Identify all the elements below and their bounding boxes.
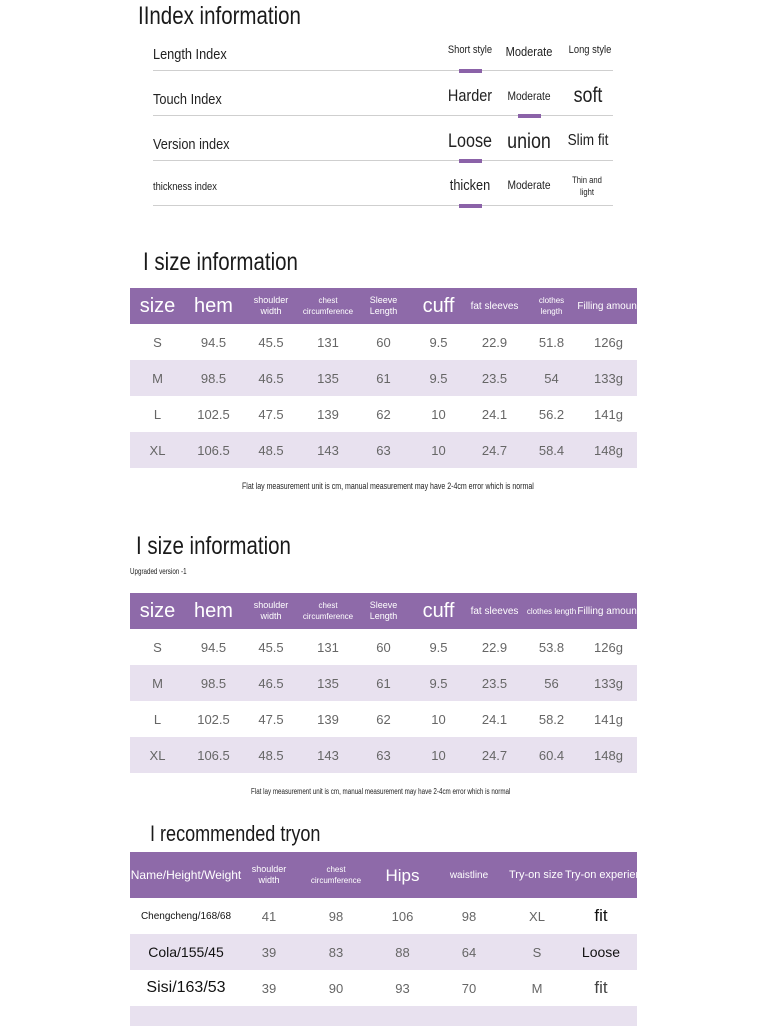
table-row-partial <box>130 1006 637 1026</box>
table-cell: 88 <box>395 944 410 960</box>
table-cell: 24.7 <box>481 747 508 763</box>
table-cell: 106.5 <box>197 442 230 458</box>
table-cell: 102.5 <box>197 711 230 727</box>
table-cell: XL <box>529 908 545 924</box>
table-cell: fit <box>594 978 608 997</box>
table-cell: L <box>153 711 162 727</box>
table-cell: 98 <box>461 908 477 924</box>
table-cell: 56.2 <box>538 406 565 422</box>
table-cell: 94.5 <box>200 334 227 350</box>
index-row-label: Length Index <box>153 46 227 63</box>
table-row <box>130 432 637 468</box>
size-table-header <box>130 288 640 324</box>
table-cell: 148g <box>594 747 623 763</box>
table-cell: S <box>153 639 162 655</box>
table-cell: fit <box>594 906 608 925</box>
table-cell: 45.5 <box>258 334 284 350</box>
table-cell: 23.5 <box>481 370 508 386</box>
table-cell: 56 <box>544 675 559 691</box>
table-cell: 46.5 <box>258 370 284 386</box>
table-cell: 9.5 <box>429 334 448 350</box>
header-cell: shoulder width <box>253 295 289 316</box>
header-cell: hem <box>194 295 233 317</box>
index-selected-marker <box>518 114 541 118</box>
table-cell: 23.5 <box>481 675 508 691</box>
index-row-label: Touch Index <box>153 91 222 108</box>
header-cell: cuff <box>422 295 455 317</box>
table-cell: 135 <box>317 675 339 691</box>
index-option: Harder <box>447 86 493 105</box>
header-cell: Filling amount <box>577 605 640 617</box>
table-cell: 98 <box>328 908 344 924</box>
tryon-table <box>130 852 654 1026</box>
table-cell: 9.5 <box>429 639 448 655</box>
table-row <box>130 396 637 432</box>
table-row <box>130 629 637 665</box>
table-cell: 60 <box>376 639 391 655</box>
table-cell: L <box>153 406 162 422</box>
header-cell: Filling amount <box>577 300 640 312</box>
table-cell: 93 <box>395 980 410 996</box>
header-cell: hem <box>194 600 233 622</box>
table-cell: 54 <box>544 370 559 386</box>
size-section-title: I size information <box>136 532 291 560</box>
table-cell: 47.5 <box>258 406 284 422</box>
table-cell: M <box>531 980 543 996</box>
table-cell: 62 <box>376 711 391 727</box>
table-cell: 39 <box>261 980 277 996</box>
table-cell: 139 <box>317 711 339 727</box>
table-row <box>130 898 637 934</box>
table-cell: 46.5 <box>258 675 284 691</box>
table-row <box>130 324 637 360</box>
table-cell: XL <box>149 442 166 458</box>
table-cell: 135 <box>317 370 339 386</box>
index-divider <box>153 205 613 206</box>
table-cell: XL <box>149 747 166 763</box>
table-cell: Cola/155/45 <box>148 944 224 960</box>
table-cell: 61 <box>376 675 391 691</box>
table-cell: M <box>152 370 163 386</box>
table-row <box>130 970 637 1006</box>
index-divider <box>153 160 613 161</box>
index-option: Short style <box>447 44 493 56</box>
table-cell: 51.8 <box>538 334 565 350</box>
table-row <box>130 360 637 396</box>
table-cell: 106 <box>391 908 414 924</box>
index-selected-marker <box>459 159 482 163</box>
table-cell: 133g <box>594 675 623 691</box>
table-cell: 143 <box>317 442 339 458</box>
table-cell: 126g <box>594 639 623 655</box>
table-cell: 98.5 <box>200 370 227 386</box>
header-cell: chest circumference <box>310 865 362 885</box>
index-row-touch <box>153 83 615 127</box>
header-cell: Try-on experience <box>565 868 654 881</box>
table-cell: Loose <box>581 944 621 960</box>
table-cell: 58.4 <box>538 442 565 458</box>
size-table <box>130 593 640 773</box>
table-cell: 24.1 <box>481 406 508 422</box>
index-section-title: IIndex information <box>138 2 301 30</box>
table-cell: 126g <box>594 334 623 350</box>
table-cell: 139 <box>317 406 339 422</box>
table-cell: 106.5 <box>197 747 230 763</box>
table-cell: Sisi/163/53 <box>146 979 226 996</box>
table-cell: 98.5 <box>200 675 227 691</box>
measurement-note: Flat lay measurement unit is cm, manual measurement may have 2-4cm error which is normal <box>251 787 511 796</box>
table-cell: Chengcheng/168/68 <box>140 910 232 922</box>
index-selected-marker <box>459 69 482 73</box>
index-option: soft <box>573 84 603 107</box>
table-cell: S <box>532 944 542 960</box>
tryon-table-header <box>130 852 654 898</box>
table-cell: 90 <box>328 980 344 996</box>
index-row-label: Version index <box>153 136 230 153</box>
tryon-section-title: I recommended tryon <box>150 821 321 846</box>
index-divider <box>153 115 613 116</box>
header-cell: fat sleeves <box>470 300 519 312</box>
header-cell: Sleeve Length <box>369 600 398 621</box>
header-cell: clothes length <box>538 296 565 316</box>
table-cell: 41 <box>261 908 277 924</box>
header-cell: Name/Height/Weight <box>130 867 242 882</box>
table-cell: 60 <box>376 334 391 350</box>
table-cell: 70 <box>461 980 477 996</box>
index-selected-marker <box>459 204 482 208</box>
index-row-label: thickness index <box>153 181 217 193</box>
header-cell: chest circumference <box>302 601 354 621</box>
index-option: Moderate <box>505 44 553 59</box>
header-cell: chest circumference <box>302 296 354 316</box>
header-cell: Hips <box>385 865 420 885</box>
table-row <box>130 737 637 773</box>
table-cell: 45.5 <box>258 639 284 655</box>
table-cell: M <box>152 675 163 691</box>
table-cell: 63 <box>376 747 391 763</box>
table-cell: 10 <box>431 442 446 458</box>
index-row-version <box>153 128 615 172</box>
table-cell: 94.5 <box>200 639 227 655</box>
table-cell: 131 <box>317 334 339 350</box>
table-cell: 58.2 <box>538 711 565 727</box>
measurement-note: Flat lay measurement unit is cm, manual measurement may have 2-4cm error which is normal <box>242 481 534 491</box>
table-cell: 47.5 <box>258 711 284 727</box>
index-option: Moderate <box>507 178 551 192</box>
table-cell: 102.5 <box>197 406 230 422</box>
table-cell: 39 <box>261 944 277 960</box>
index-option: thicken <box>449 177 491 194</box>
size-table-header <box>130 593 640 629</box>
table-cell: 83 <box>328 944 344 960</box>
index-option: Slim fit <box>567 132 609 149</box>
table-cell: 62 <box>376 406 391 422</box>
table-row <box>130 665 637 701</box>
table-cell: 48.5 <box>258 747 284 763</box>
table-cell: 10 <box>431 747 446 763</box>
index-divider <box>153 70 613 71</box>
table-cell: 53.8 <box>538 639 565 655</box>
table-cell: 141g <box>594 406 623 422</box>
header-cell: cuff <box>422 600 455 622</box>
header-cell: clothes length <box>526 606 577 616</box>
header-cell: size <box>139 600 176 622</box>
header-cell: size <box>139 295 176 317</box>
header-cell: shoulder width <box>251 864 287 885</box>
table-cell: 133g <box>594 370 623 386</box>
index-option: Moderate <box>507 89 551 103</box>
index-option: Long style <box>568 44 612 56</box>
table-cell: 9.5 <box>429 370 448 386</box>
index-option: Loose <box>447 131 493 152</box>
table-cell: 24.1 <box>481 711 508 727</box>
table-cell: 24.7 <box>481 442 508 458</box>
table-cell: 22.9 <box>481 334 508 350</box>
table-row <box>130 934 637 970</box>
index-option: union <box>507 130 551 153</box>
header-cell: waistline <box>449 869 489 881</box>
index-row-length <box>153 38 615 82</box>
index-option: Thin and light <box>572 175 602 197</box>
table-cell: 64 <box>461 944 477 960</box>
version-subtitle: Upgraded version -1 <box>130 567 187 576</box>
table-cell: S <box>153 334 162 350</box>
table-cell: 9.5 <box>429 675 448 691</box>
table-cell: 10 <box>431 406 446 422</box>
header-cell: Sleeve Length <box>369 295 398 316</box>
table-cell: 143 <box>317 747 339 763</box>
table-cell: 131 <box>317 639 339 655</box>
table-cell: 141g <box>594 711 623 727</box>
table-cell: 148g <box>594 442 623 458</box>
table-cell: 63 <box>376 442 391 458</box>
table-cell: 22.9 <box>481 639 508 655</box>
table-cell: 61 <box>376 370 391 386</box>
size-section-title: I size information <box>143 248 298 276</box>
header-cell: Try-on size <box>509 868 563 881</box>
header-cell: shoulder width <box>253 600 289 621</box>
index-row-thickness <box>153 173 615 217</box>
size-table <box>130 288 640 468</box>
table-cell: 48.5 <box>258 442 284 458</box>
table-cell: 10 <box>431 711 446 727</box>
table-row <box>130 701 637 737</box>
header-cell: fat sleeves <box>470 605 519 617</box>
table-cell: 60.4 <box>538 747 565 763</box>
